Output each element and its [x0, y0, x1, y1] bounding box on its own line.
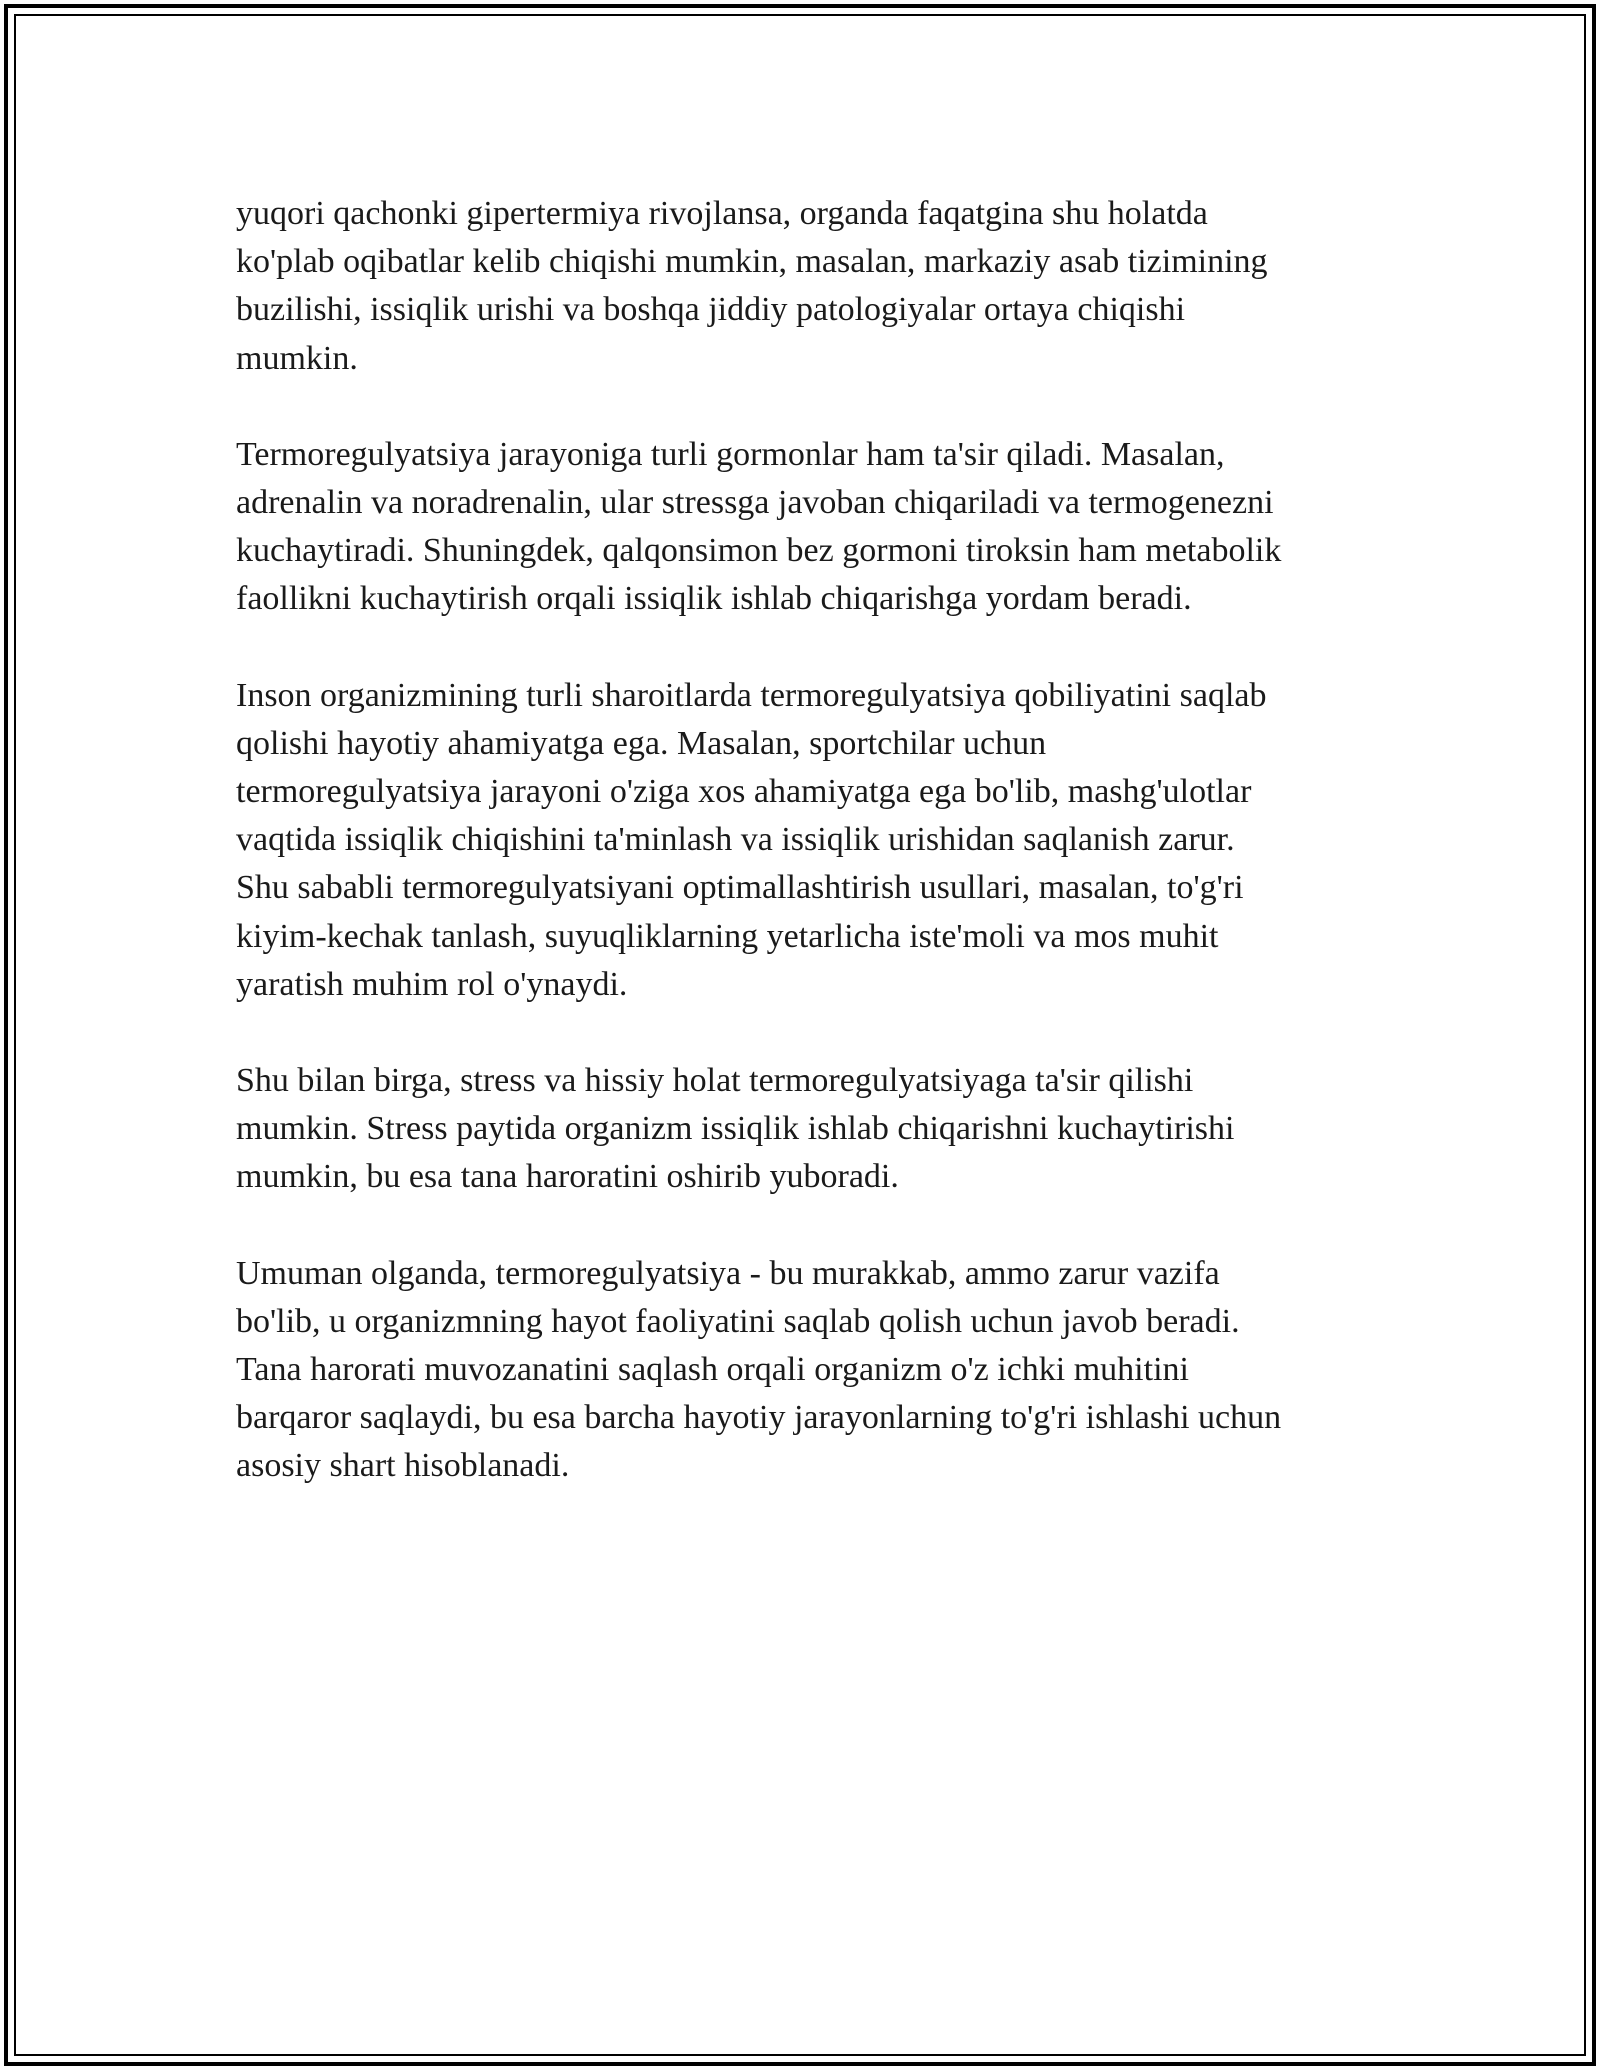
- paragraph-1: yuqori qachonki gipertermiya rivojlansa, organda faqatgina shu holatda ko'plab oqibatlar kelib chiqishi mumkin, masalan, markaziy asab tizimining buzilishi, issiqlik urishi va boshqa jiddiy patologiyalar ortaya chiqishi mumkin.: [236, 195, 1268, 377]
- paragraph-2: Termoregulyatsiya jarayoniga turli gormonlar ham ta'sir qiladi. Masalan, adrenalin va noradrenalin, ular stressga javoban chiqariladi va termogenezni kuchaytiradi. Shuningdek, qalqonsimon bez gormoni tiroksin ham metabolik faollikni kuchaytirish orqali issiqlik ishlab chiqarishga yordam beradi.: [236, 435, 1282, 618]
- paragraph-5: Umuman olganda, termoregulyatsiya - bu murakkab, ammo zarur vazifa bo'lib, u organizmning hayot faoliyatini saqlab qolish uchun javob beradi. Tana harorati muvozanatini saqlash orqali organizm o'z ichki muhitini barqaror saqlaydi, bu esa barcha hayotiy jarayonlarning to'g'ri ishlashi uchun asosiy shart hisoblanadi.: [236, 1254, 1282, 1485]
- paragraph-3: Inson organizmining turli sharoitlarda termoregulyatsiya qobiliyatini saqlab qolishi hayotiy ahamiyatga ega. Masalan, sportchilar uchun termoregulyatsiya jarayoni o'ziga xos ahamiyatga ega bo'lib, mashg'ulotlar vaqtida issiqlik chiqishini ta'minlash va issiqlik urishidan saqlanish zarur. Shu sababli termoregulyatsiyani optimallashtirish usullari, masalan, to'g'ri kiyim-kechak tanlash, suyuqliklarning yetarlicha iste'moli va mos muhit yaratish muhim rol o'ynaydi.: [236, 676, 1267, 1003]
- paragraph-4: Shu bilan birga, stress va hissiy holat termoregulyatsiyaga ta'sir qilishi mumkin. Stress paytida organizm issiqlik ishlab chiqarishni kuchaytirishi mumkin, bu esa tana haroratini oshirib yuboradi.: [236, 1062, 1235, 1196]
- document-body: [236, 190, 1376, 1539]
